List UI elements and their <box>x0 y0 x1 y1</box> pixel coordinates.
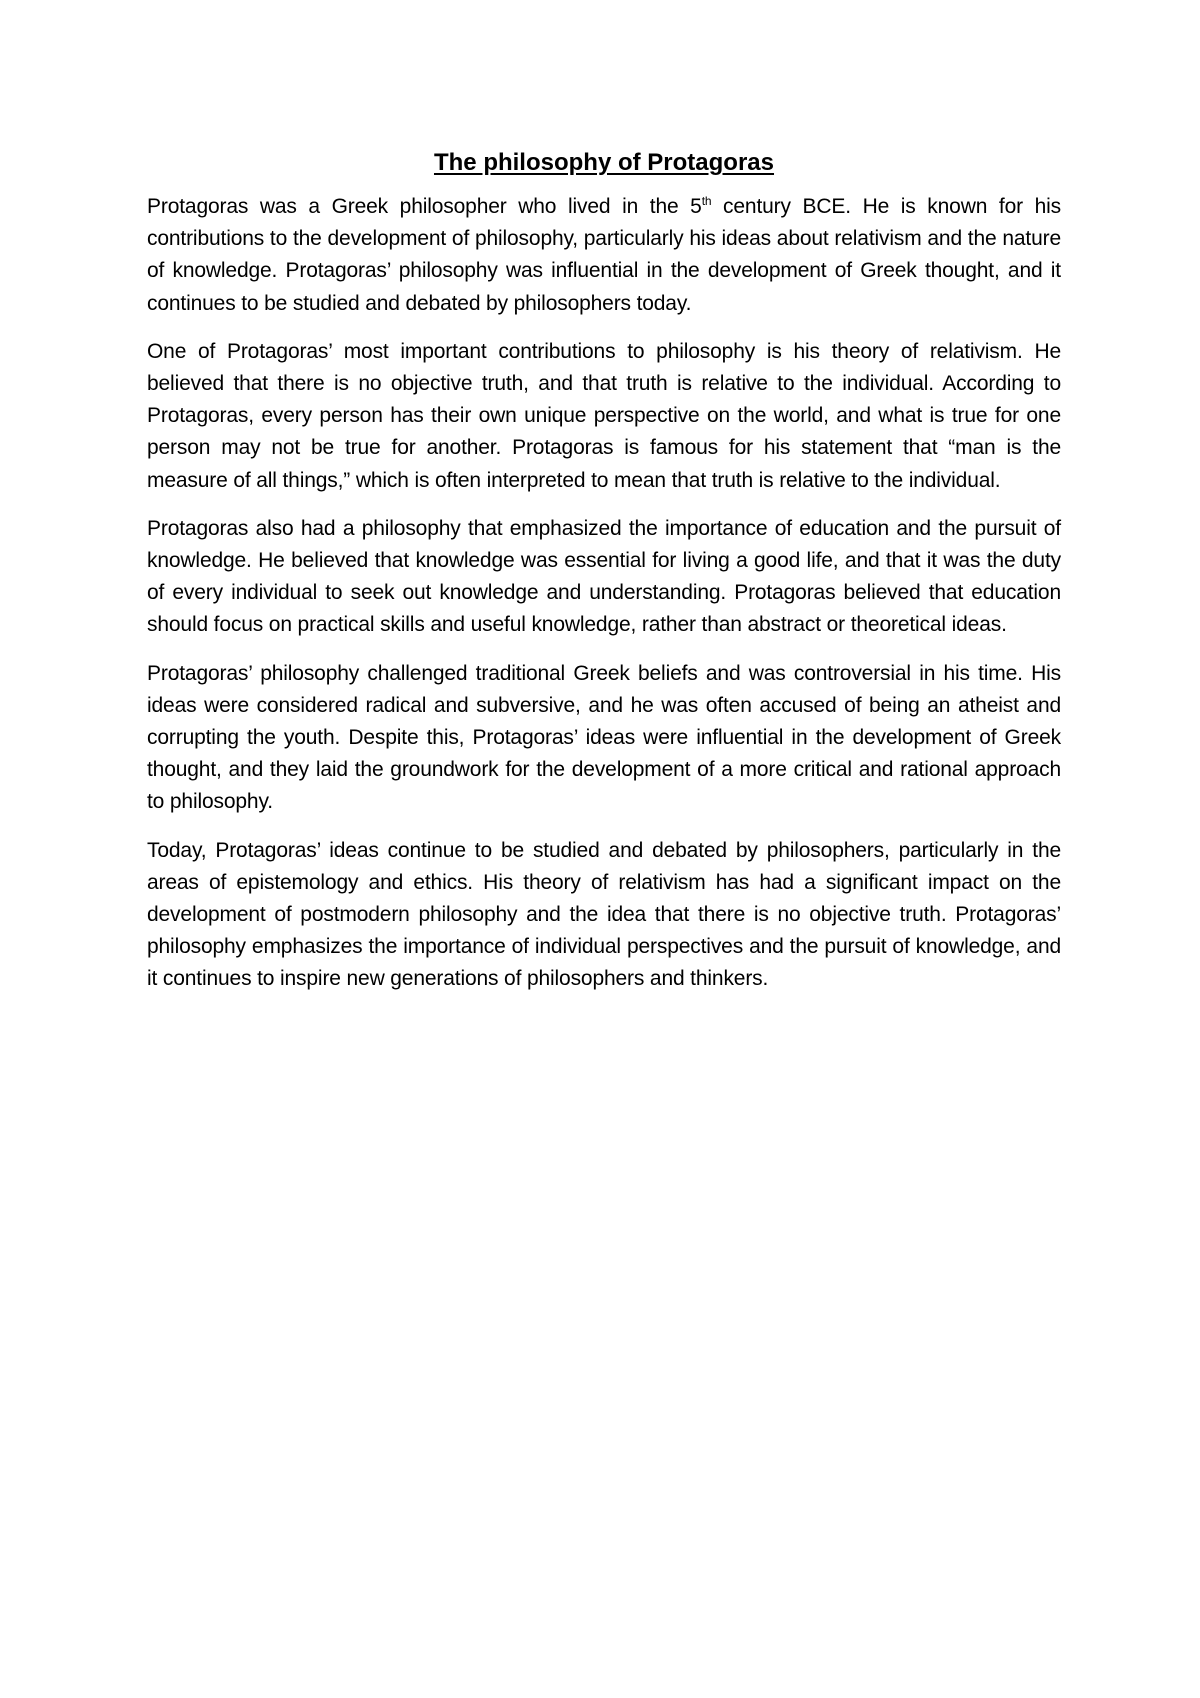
ordinal-superscript: th <box>701 194 712 208</box>
paragraph-1 <box>147 191 1061 320</box>
paragraph-1-text-end: century BCE. He is known for his contributions to the development of philosophy, particularly his ideas about relativism and the nature of knowledge. Protagoras’ philosophy was influential in the development of Greek thought, and it continues to be studied and debated by philosophers today. <box>147 195 1061 315</box>
document-body <box>147 146 1061 1012</box>
paragraph-5: Today, Protagoras’ ideas continue to be studied and debated by philosophers, particularly in the areas of epistemology and ethics. His theory of relativism has had a significant impact on the development of postmodern philosophy and the idea that there is no objective truth. Protagoras’ philosophy emphasizes the importance of individual perspectives and the pursuit of knowledge, and it continues to inspire new generations of philosophers and thinkers. <box>147 838 1061 991</box>
paragraph-1-text-start: Protagoras was a Greek philosopher who lived in the 5 <box>147 195 702 218</box>
paragraph-4: Protagoras’ philosophy challenged traditional Greek beliefs and was controversial in his time. His ideas were considered radical and subversive, and he was often accused of being an atheist and corrupting the youth. Despite this, Protagoras’ ideas were influential in the development of Greek thought, and they laid the groundwork for the development of a more critical and rational approach to philosophy. <box>147 661 1061 814</box>
paragraph-3: Protagoras also had a philosophy that emphasized the importance of education and the pursuit of knowledge. He believed that knowledge was essential for living a good life, and that it was the duty of every individual to seek out knowledge and understanding. Protagoras believed that education should focus on practical skills and useful knowledge, rather than abstract or theoretical ideas. <box>147 516 1061 637</box>
document-title: The philosophy of Protagoras <box>433 149 775 176</box>
paragraph-2: One of Protagoras’ most important contributions to philosophy is his theory of relativism. He believed that there is no objective truth, and that truth is relative to the individual. According to Protagoras, every person has their own unique perspective on the world, and what is true for one person may not be true for another. Protagoras is famous for his statement that “man is the measure of all things,” which is often interpreted to mean that truth is relative to the individual. <box>147 339 1061 492</box>
